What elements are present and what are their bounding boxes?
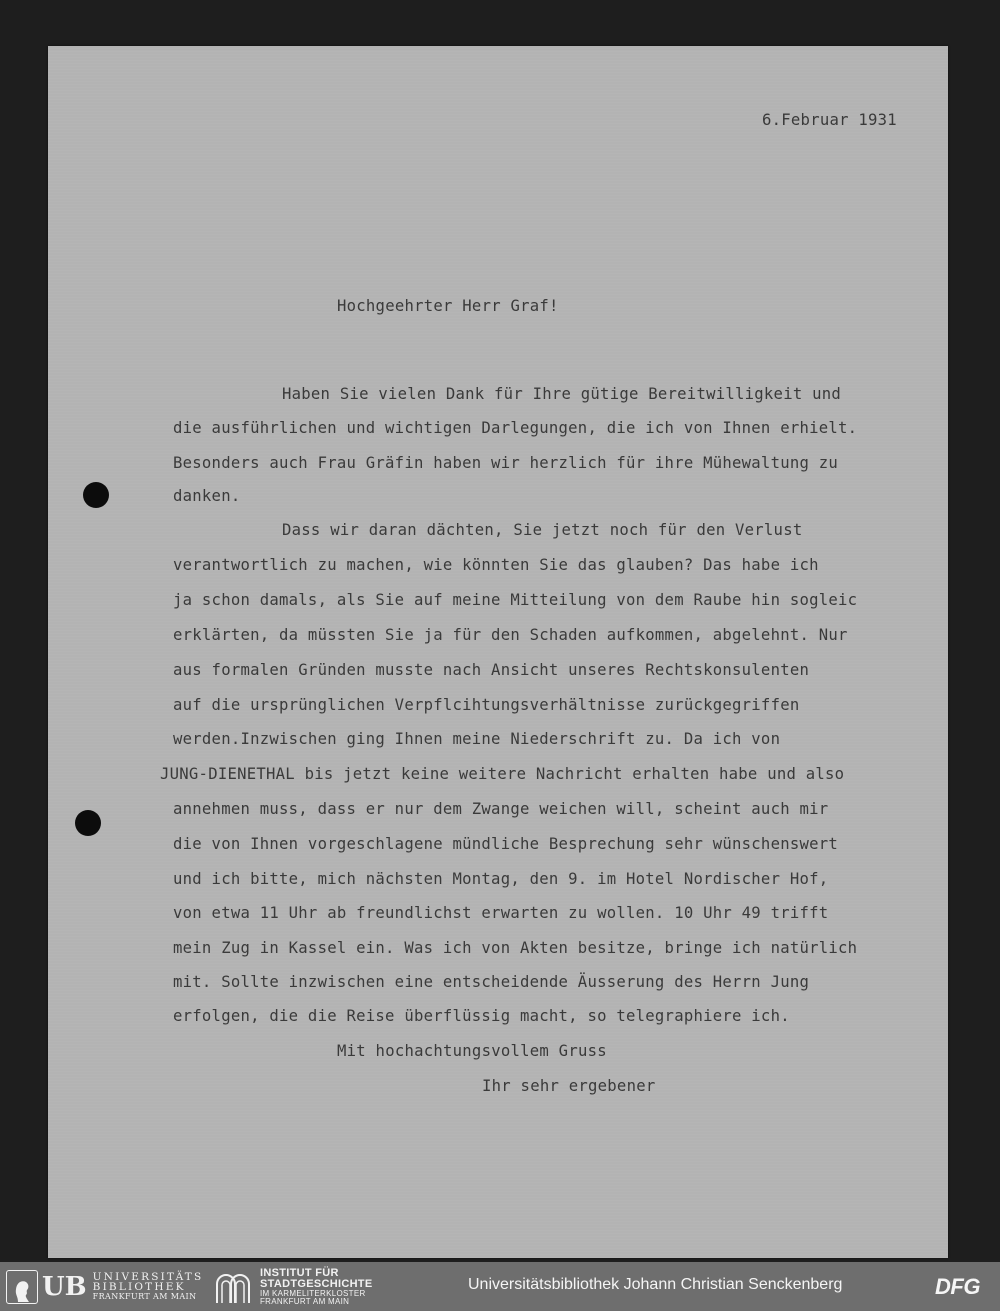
arches-icon bbox=[214, 1270, 252, 1304]
body-line: von etwa 11 Uhr ab freundlichst erwarten zu wollen. 10 Uhr 49 trifft bbox=[173, 904, 829, 922]
body-line: Besonders auch Frau Gräfin haben wir herzlich für ihre Mühewaltung zu bbox=[173, 454, 839, 472]
body-line: Haben Sie vielen Dank für Ihre gütige Bereitwilligkeit und bbox=[282, 385, 842, 403]
goethe-portrait-icon bbox=[6, 1270, 38, 1304]
isg-line-1: INSTITUT FÜR bbox=[260, 1266, 339, 1279]
letter-closing: Mit hochachtungsvollem Gruss bbox=[337, 1042, 607, 1060]
body-line: auf die ursprünglichen Verpflcihtungsverhältnisse zurückgegriffen bbox=[173, 696, 800, 714]
isg-line-3: IM KARMELITERKLOSTER bbox=[260, 1288, 366, 1298]
body-line: ja schon damals, als Sie auf meine Mitteilung von dem Raube hin sogleic bbox=[173, 591, 858, 609]
body-line: JUNG-DIENETHAL bis jetzt keine weitere Nachricht erhalten habe und also bbox=[160, 765, 845, 783]
ub-logo bbox=[6, 1270, 203, 1304]
ub-name-line-2: BIBLIOTHEK bbox=[92, 1281, 186, 1293]
body-line: mit. Sollte inzwischen eine entscheidende Äusserung des Herrn Jung bbox=[173, 973, 810, 991]
punch-hole-top bbox=[83, 482, 109, 508]
footer-bar bbox=[0, 1262, 1000, 1311]
body-line: annehmen muss, dass er nur dem Zwange weichen will, scheint auch mir bbox=[173, 800, 829, 818]
isg-line-4: FRANKFURT AM MAIN bbox=[260, 1297, 350, 1306]
punch-hole-bottom bbox=[75, 810, 101, 836]
body-line: und ich bitte, mich nächsten Montag, den 9. im Hotel Nordischer Hof, bbox=[173, 870, 829, 888]
body-line: aus formalen Gründen musste nach Ansicht unseres Rechtskonsulenten bbox=[173, 661, 810, 679]
body-line: verantwortlich zu machen, wie könnten Sie das glauben? Das habe ich bbox=[173, 556, 819, 574]
ub-name-line-1: UNIVERSITÄTS bbox=[92, 1271, 204, 1283]
isg-logo bbox=[214, 1266, 373, 1306]
ub-name-line-3: FRANKFURT AM MAIN bbox=[92, 1292, 197, 1301]
body-line: Dass wir daran dächten, Sie jetzt noch für den Verlust bbox=[282, 521, 803, 539]
body-line: die ausführlichen und wichtigen Darlegungen, die ich von Ihnen erhielt. bbox=[173, 419, 858, 437]
library-name: Universitätsbibliothek Johann Christian Senckenberg bbox=[468, 1276, 843, 1293]
letter-date: 6.Februar 1931 bbox=[762, 111, 897, 129]
body-line: erklärten, da müssten Sie ja für den Schaden aufkommen, abgelehnt. Nur bbox=[173, 626, 848, 644]
letter-salutation: Hochgeehrter Herr Graf! bbox=[337, 297, 559, 315]
body-line: mein Zug in Kassel ein. Was ich von Akten besitze, bringe ich natürlich bbox=[173, 939, 858, 957]
body-line: erfolgen, die die Reise überflüssig macht, so telegraphiere ich. bbox=[173, 1007, 790, 1025]
body-line: danken. bbox=[173, 487, 241, 505]
letter-signature-line: Ihr sehr ergebener bbox=[482, 1077, 656, 1095]
body-line: die von Ihnen vorgeschlagene mündliche Besprechung sehr wünschenswert bbox=[173, 835, 839, 853]
dfg-logo: DFG bbox=[935, 1274, 980, 1299]
body-line: werden.Inzwischen ging Ihnen meine Niederschrift zu. Da ich von bbox=[173, 730, 781, 748]
isg-line-2: STADTGESCHICHTE bbox=[260, 1277, 373, 1290]
ub-letters: UB bbox=[42, 1272, 87, 1302]
